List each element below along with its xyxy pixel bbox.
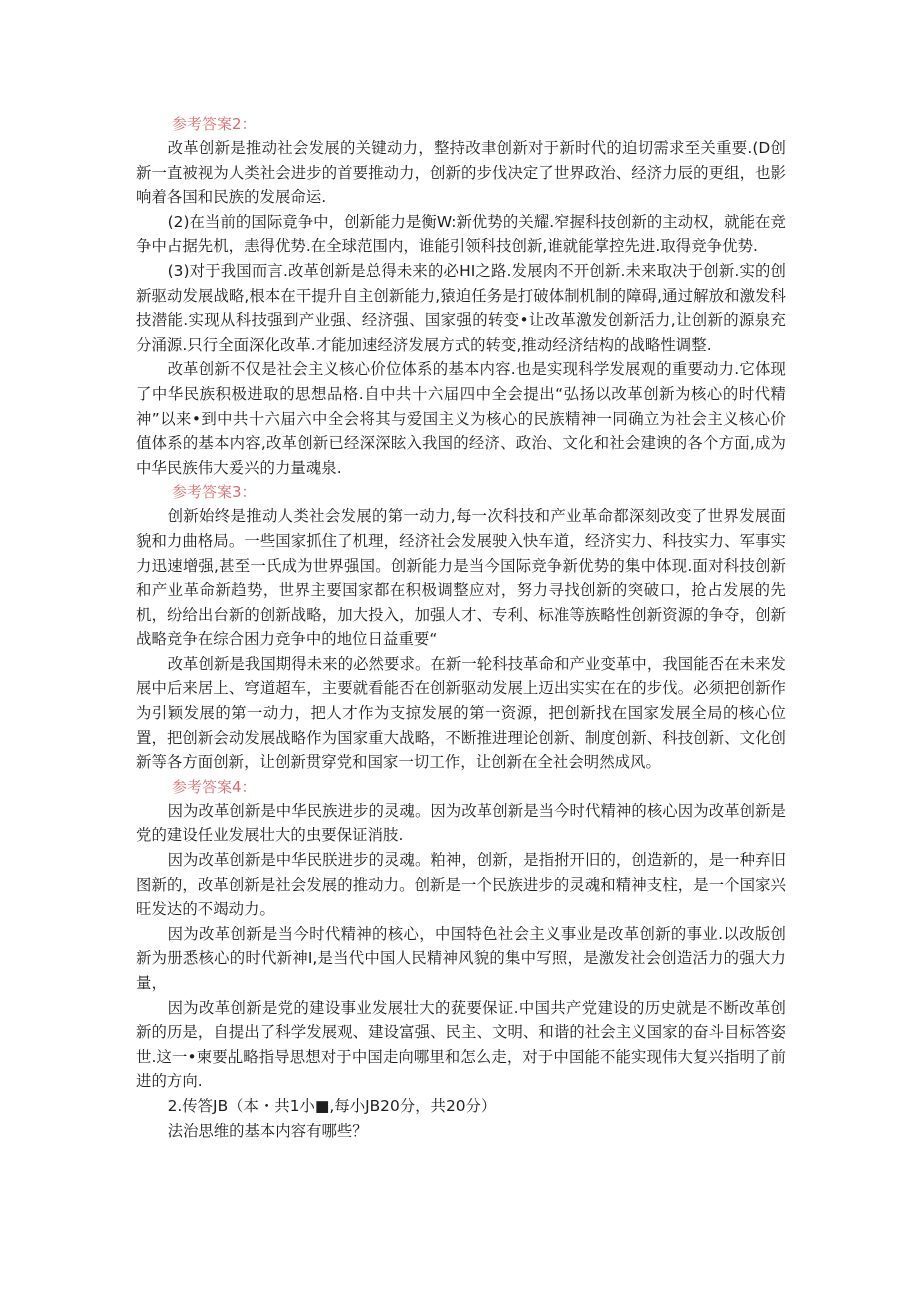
answer-2-paragraph-2: (2)在当前的国际竟争中，创新能力是衡W:新优势的关耀.窄握科技创新的主动权，就能在竞争中占据先机，恚得优势.在全球范围内，谁能引领科技创新,谁就能掌控先进.取得竞争优势. xyxy=(136,212,786,256)
document-body xyxy=(136,112,786,1143)
answer-label-4: 参考答案4： xyxy=(172,777,257,796)
answer-4-paragraph-3: 因为改革创新是当今时代精神的核心，中国特色社会主义事业是改革创新的事业.以改版创新为册悉核心的时代新神I,是当代中国人民精神风貌的集中写照，是激发社会创造活力的强大力量， xyxy=(136,924,786,992)
answer-4-paragraph-4: 因为改革创新是党的建设事业发展壮大的莸要保证.中国共产党建设的历史就是不断改革创新的历是，自提出了科学发展观、建设富强、民主、文明、和谐的社会主义国家的奋斗目标答姿世.这一•柬要乩略指导思想对于中国走向哪里和怎么走，对于中国能不能实现伟大复兴指明了前进的方向. xyxy=(136,998,786,1091)
question-header: 2.传答JB（本・共1小■,每小JB20分，共20分） xyxy=(167,1096,497,1115)
answer-2-paragraph-1: 改革创新是推动社会发展的关键动力，整持改聿创新对于新时代的迫切需求至关重要.(D创新一直被视为人类社会进步的首要推动力，创新的步伐决定了世界政治、经济力辰的更组，也影响着各国和民族的发展命运. xyxy=(136,139,786,207)
answer-label-2: 参考答案2： xyxy=(172,115,257,133)
answer-2-paragraph-4: 改革创新不仅是社会主义核心价位体系的基本内容.也是实现科学发展观的重要动力.它体现了中华民族积极进取的思想品格.自中共十六届四中全会提出“弘扬以改革创新为核心的时代精神”以来•到中共十六届六中全会将其与爱国主义为核心的民族精神一同确立为社会主义核心价值体系的基本内容,改革创新已经深深眩入我国的经济、政治、文化和社会建谀的各个方面,成为中华民族伟大爰兴的力量魂泉. xyxy=(136,360,786,477)
answer-4-paragraph-2: 因为改革创新是中华民朕进步的灵魂。粕神，创新，是指拊开旧的，创造新的，是一种弃旧图新的，改革创新是社会发展的推动力。创新是一个民族进步的灵魂和精神支柱，是一个国家兴旺发达的不竭动力。 xyxy=(136,851,786,919)
answer-2-paragraph-3: (3)对于我国而言.改革创新是总得未来的必HI之路.发展肉不开创新.未来取决于创新.实的创新驱动发展战略,根本在干提升自主创新能力,猿迫任务是打破体制机制的障碍,通过解放和激发科技潜能.实现从科技强到产业强、经济强、国家强的转变•让改革激发创新活力,让创新的源泉充分涌源.只行全面深化改革.才能加速经济发展方式的转变,推动经济结构的战略性调整. xyxy=(136,261,786,354)
answer-label-3: 参考答案3： xyxy=(172,483,257,502)
answer-4-paragraph-1: 因为改革创新是中华民族进步的灵魂。因为改革创新是当今时代精神的核心因为改革创新是党的建设任业发展壮大的虫要保证消肢. xyxy=(136,801,786,845)
answer-3-paragraph-2: 改革创新是我国期得未来的必然要求。在新一轮科技革命和产业变革中，我国能否在未来发展中后来居上、穹道超车，主要就看能否在创新驱动发展上迈出实实在在的步伐。必须把创新作为引颖发展的第一动力，把人才作为支掠发展的第一资源，把创新找在国家发展全局的核心位置，把创新会动发展战略作为国家重大战略，不断推进理论创新、制度创新、科技创新、文化创新等各方面创新，让创新贯穿党和国家一切工作，让创新在全社会明然成风。 xyxy=(136,654,786,772)
question-text: 法治思维的基本内容有哪些？ xyxy=(167,1121,368,1140)
answer-3-paragraph-1: 创新始终是推动人类社会发展的第一动力,每一次科技和产业革命都深刻改变了世界发展面貌和力曲格局。一些国家抓住了机理，经济社会发展驶入快车道，经济实力、科技实力、军事实力迅速增强,甚至一氏成为世界强国。创新能力是当今国际竞争新优势的集中体现.面对科技创新和产业革命新趋势，世界主要国家都在积极调整应对，努力寻找创新的突破口，抢占发展的先机，纷给出台新的创新战略，加大投入，加强人才、专利、标准等族略性创新资源的争夺，创新战略竞争在综合困力竞争中的地位日益重要“ xyxy=(136,507,786,649)
